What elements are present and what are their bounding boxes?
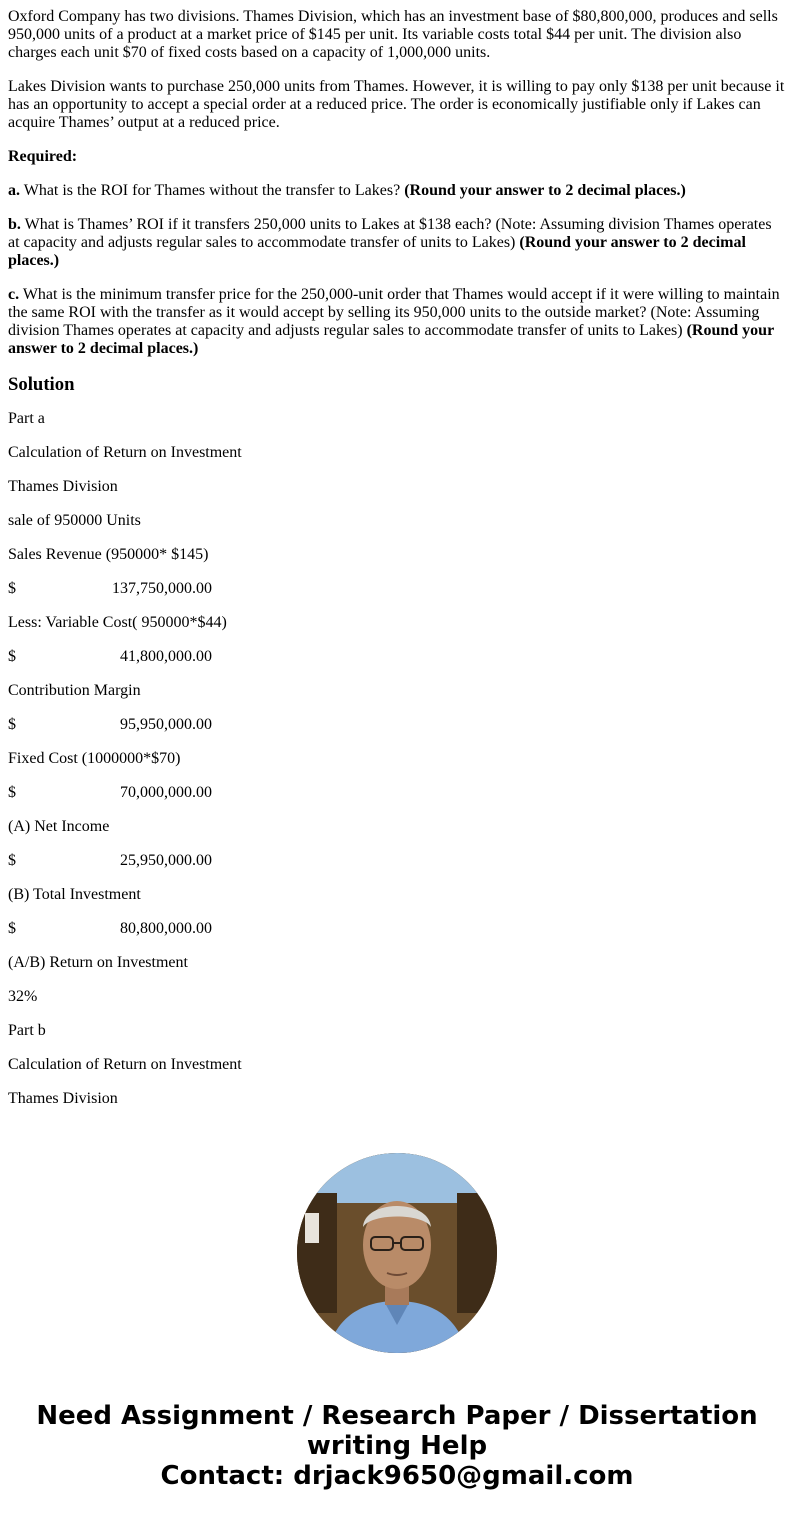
net-income-label: (A) Net Income [8, 818, 110, 835]
question-c-rounding: (Round your answer to 2 decimal places.) [8, 322, 774, 357]
question-a [8, 182, 786, 200]
author-photo [297, 1153, 497, 1353]
question-c [8, 286, 786, 358]
contribution-row [8, 716, 786, 734]
roi-label: (A/B) Return on Investment [8, 954, 188, 971]
question-a-text: What is the ROI for Thames without the transfer to Lakes? [20, 182, 405, 199]
question-a-rounding: (Round your answer to 2 decimal places.) [404, 182, 686, 199]
promo-line-1: Need Assignment / Research Paper / Dissertation [36, 1401, 758, 1431]
net-income-value: 25,950,000.00 [120, 852, 212, 869]
variable-cost-label: Less: Variable Cost( 950000*$44) [8, 614, 227, 631]
question-intro-1: Oxford Company has two divisions. Thames Division, which has an investment base of $80,800,000, produces and sells 950,000 units of a product at a market price of $145 per unit. Its variable costs total $44 per unit. The division also charges each unit $70 of fixed costs based on a capacity of 1,000,000 units. [8, 8, 778, 61]
net-income-row [8, 852, 786, 870]
investment-value: 80,800,000.00 [120, 920, 212, 937]
variable-cost-value: 41,800,000.00 [120, 648, 212, 665]
question-intro-2: Lakes Division wants to purchase 250,000 units from Thames. However, it is willing to pay only $138 per unit because it has an opportunity to accept a special order at a reduced price. The order is economically justifiable only if Lakes can acquire Thames’ output at a reduced price. [8, 78, 785, 131]
sales-revenue-value: 137,750,000.00 [112, 580, 212, 597]
question-b-letter: b. [8, 216, 21, 233]
calc-title: Calculation of Return on Investment [8, 444, 242, 461]
question-b-text: What is Thames’ ROI if it transfers 250,000 units to Lakes at $138 each? (Note: Assuming division Thames operates at capacity and adjusts regular sales to accommodate transfer of units to Lakes) [8, 216, 772, 251]
currency-symbol: $ [8, 784, 16, 801]
contribution-value: 95,950,000.00 [120, 716, 212, 733]
currency-symbol: $ [8, 580, 16, 597]
promo-line-2: writing Help [306, 1431, 488, 1461]
required-label: Required: [8, 148, 78, 165]
required-heading [8, 148, 786, 166]
investment-label: (B) Total Investment [8, 886, 141, 903]
calc-title-b: Calculation of Return on Investment [8, 1056, 242, 1073]
avatar [297, 1153, 497, 1353]
roi-value: 32% [8, 988, 38, 1005]
question-b [8, 216, 786, 270]
fixed-cost-row [8, 784, 786, 802]
currency-symbol: $ [8, 716, 16, 733]
part-a-label: Part a [8, 410, 45, 427]
part-b-label: Part b [8, 1022, 46, 1039]
promo-section [0, 1153, 794, 1491]
division-name-b: Thames Division [8, 1090, 118, 1107]
fixed-cost-label: Fixed Cost (1000000*$70) [8, 750, 181, 767]
currency-symbol: $ [8, 920, 16, 937]
currency-symbol: $ [8, 648, 16, 665]
currency-symbol: $ [8, 852, 16, 869]
sale-units: sale of 950000 Units [8, 512, 141, 529]
question-a-letter: a. [8, 182, 20, 199]
sales-revenue-label: Sales Revenue (950000* $145) [8, 546, 209, 563]
question-c-text: What is the minimum transfer price for the 250,000-unit order that Thames would accept if it were willing to maintain the same ROI with the transfer as it would accept by selling its 950,000 units to the outside market? (Note: Assuming division Thames operates at capacity and adjusts regular sales to accommodate transfer of units to Lakes) [8, 286, 780, 339]
question-b-rounding: (Round your answer to 2 decimal places.) [8, 234, 746, 269]
division-name: Thames Division [8, 478, 118, 495]
question-c-letter: c. [8, 286, 20, 303]
fixed-cost-value: 70,000,000.00 [120, 784, 212, 801]
investment-row [8, 920, 786, 938]
contribution-label: Contribution Margin [8, 682, 141, 699]
promo-contact: Contact: drjack9650@gmail.com [160, 1461, 634, 1491]
solution-heading: Solution [8, 374, 75, 395]
variable-cost-row [8, 648, 786, 666]
promo-text [0, 1401, 794, 1491]
sales-revenue-row [8, 580, 786, 598]
